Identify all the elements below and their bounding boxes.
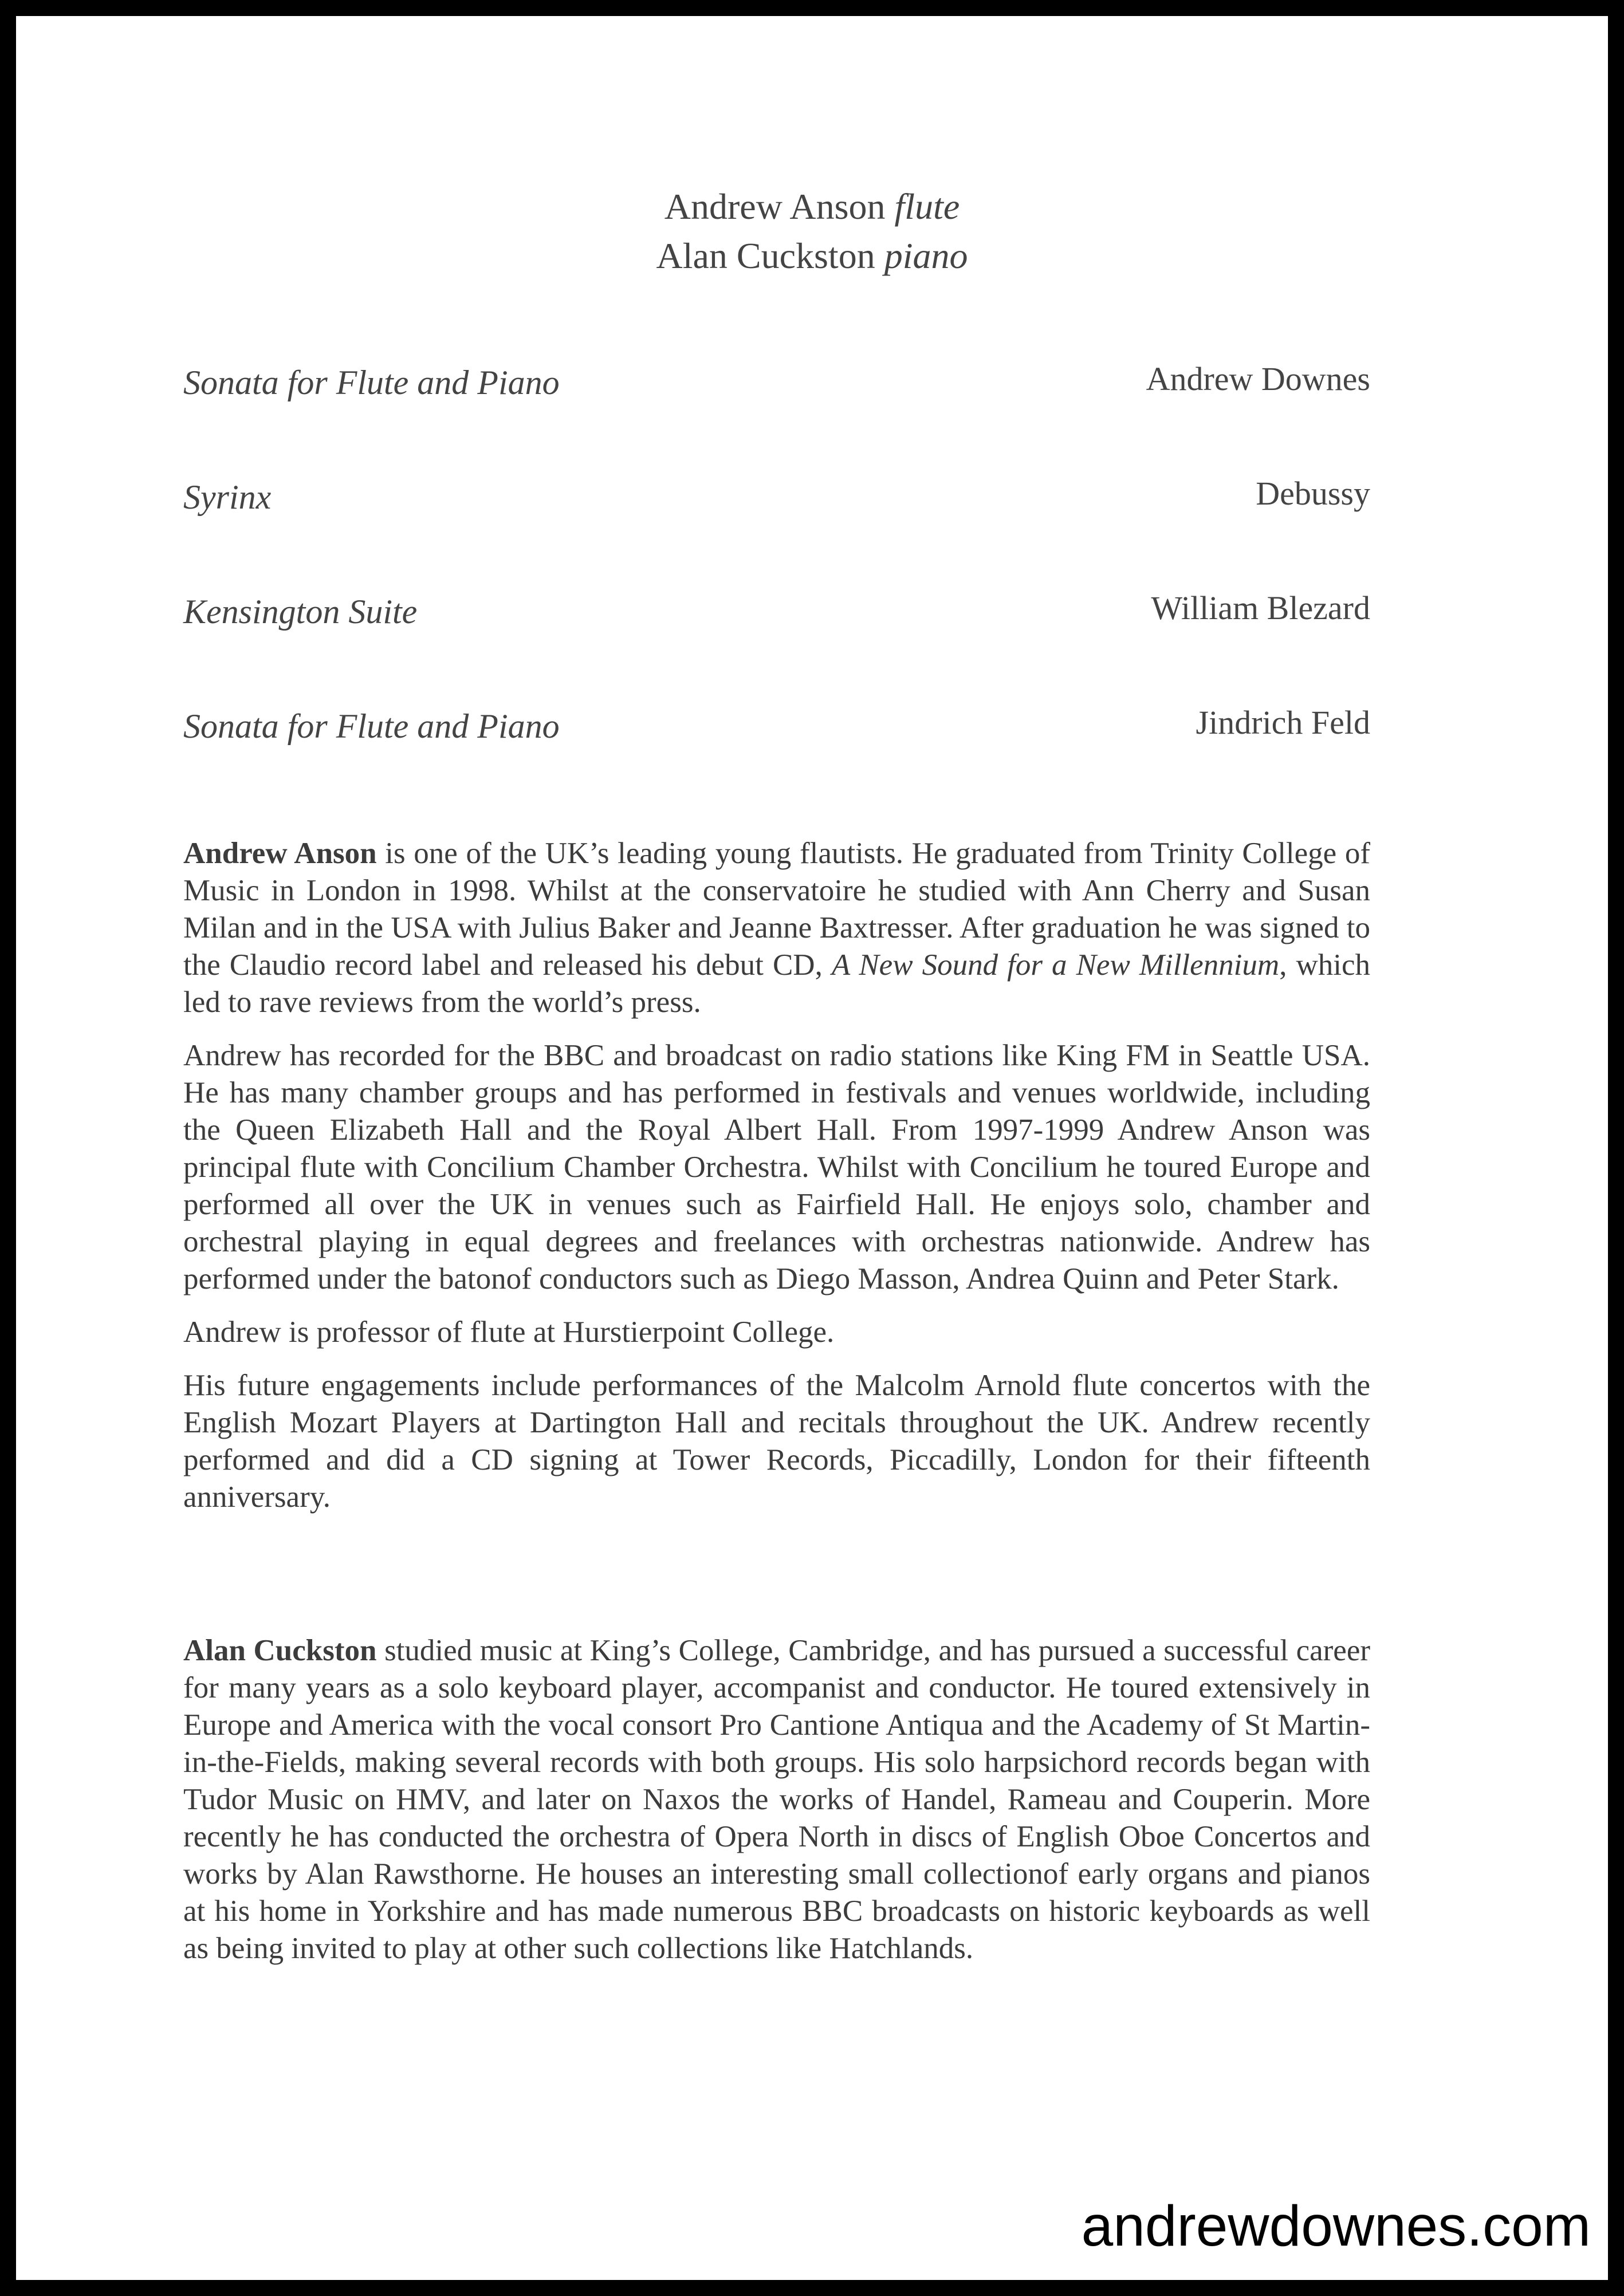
andrew-anson-biography xyxy=(183,835,1370,1532)
composer-name: Debussy xyxy=(1256,475,1370,512)
bio-text: studied music at King’s College, Cambridge, and has pursued a successful career for many years as a solo keyboard player, accompanist and conductor. He toured extensively in Europe and America with the vocal consort Pro Cantione Antiqua and the Academy of St Martin-in-the-Fields, making several records with both groups. His solo harpsichord records began with Tudor Music on HMV, and later on Naxos the works of Handel, Rameau and Couperin. More recently he has conducted the orchestra of Opera North in discs of English Oboe Concertos and works by Alan Rawsthorne. He houses an interesting small collectionof early organs and pianos at his home in Yorkshire and has made numerous BBC broadcasts on historic keyboards as well as being invited to play at other such collections like Hatchlands. xyxy=(183,1634,1370,1965)
program-page xyxy=(16,16,1608,2280)
performers-header xyxy=(16,182,1608,281)
cd-title: A New Sound for a New Millennium xyxy=(831,948,1280,982)
performer-name: Andrew Anson xyxy=(664,186,886,227)
bio-name: Alan Cuckston xyxy=(183,1634,377,1667)
bio-text: , which led to rave reviews from the world’s press. xyxy=(183,948,1371,1019)
work-title: Sonata for Flute and Piano xyxy=(183,364,560,401)
performer-instrument: flute xyxy=(894,186,960,227)
performer-line-1 xyxy=(16,182,1608,231)
bio-paragraph xyxy=(183,1632,1370,1967)
website-watermark: andrewdownes.com xyxy=(1081,2194,1591,2258)
performer-line-2 xyxy=(16,231,1608,281)
bio-text: is one of the UK’s leading young flautists. He graduated from Trinity College of Music in London in 1998. Whilst at the conservatoire he studied with Ann Cherry and Susan Milan and in the USA with Julius Baker and Jeanne Baxtresser. After graduation he was signed to the Claudio record label and released his debut CD, xyxy=(183,837,1370,982)
work-title: Sonata for Flute and Piano xyxy=(183,707,560,745)
program-item xyxy=(183,703,1370,818)
performer-name: Alan Cuckston xyxy=(656,235,875,276)
composer-name: Jindrich Feld xyxy=(1196,704,1370,741)
composer-name: William Blezard xyxy=(1151,589,1370,627)
bio-paragraph: Andrew has recorded for the BBC and broadcast on radio stations like King FM in Seattle USA. He has many chamber groups and has performed in festivals and venues worldwide, including the Queen Elizabeth Hall and the Royal Albert Hall. From 1997-1999 Andrew Anson was principal flute with Concilium Chamber Orchestra. Whilst with Concilium he toured Europe and performed all over the UK in venues such as Fairfield Hall. He enjoys solo, chamber and orchestral playing in equal degrees and freelances with orchestras nationwide. Andrew has performed under the batonof conductors such as Diego Masson, Andrea Quinn and Peter Stark. xyxy=(183,1039,1370,1295)
composer-name: Andrew Downes xyxy=(1146,360,1370,397)
program-item xyxy=(183,589,1370,703)
program-item xyxy=(183,474,1370,589)
work-title: Syrinx xyxy=(183,478,272,516)
work-title: Kensington Suite xyxy=(183,593,418,631)
program-list xyxy=(183,360,1370,818)
alan-cuckston-biography xyxy=(183,1632,1370,1983)
bio-paragraph xyxy=(183,835,1370,1021)
bio-paragraph: Andrew is professor of flute at Hurstierpoint College. xyxy=(183,1316,835,1349)
bio-paragraph: His future engagements include performances of the Malcolm Arnold flute concertos with the English Mozart Players at Dartington Hall and recitals throughout the UK. Andrew recently performed and did a CD signing at Tower Records, Piccadilly, London for their fifteenth anniversary. xyxy=(183,1369,1370,1514)
performer-instrument: piano xyxy=(884,235,968,276)
program-item xyxy=(183,360,1370,474)
bio-name: Andrew Anson xyxy=(183,837,377,870)
